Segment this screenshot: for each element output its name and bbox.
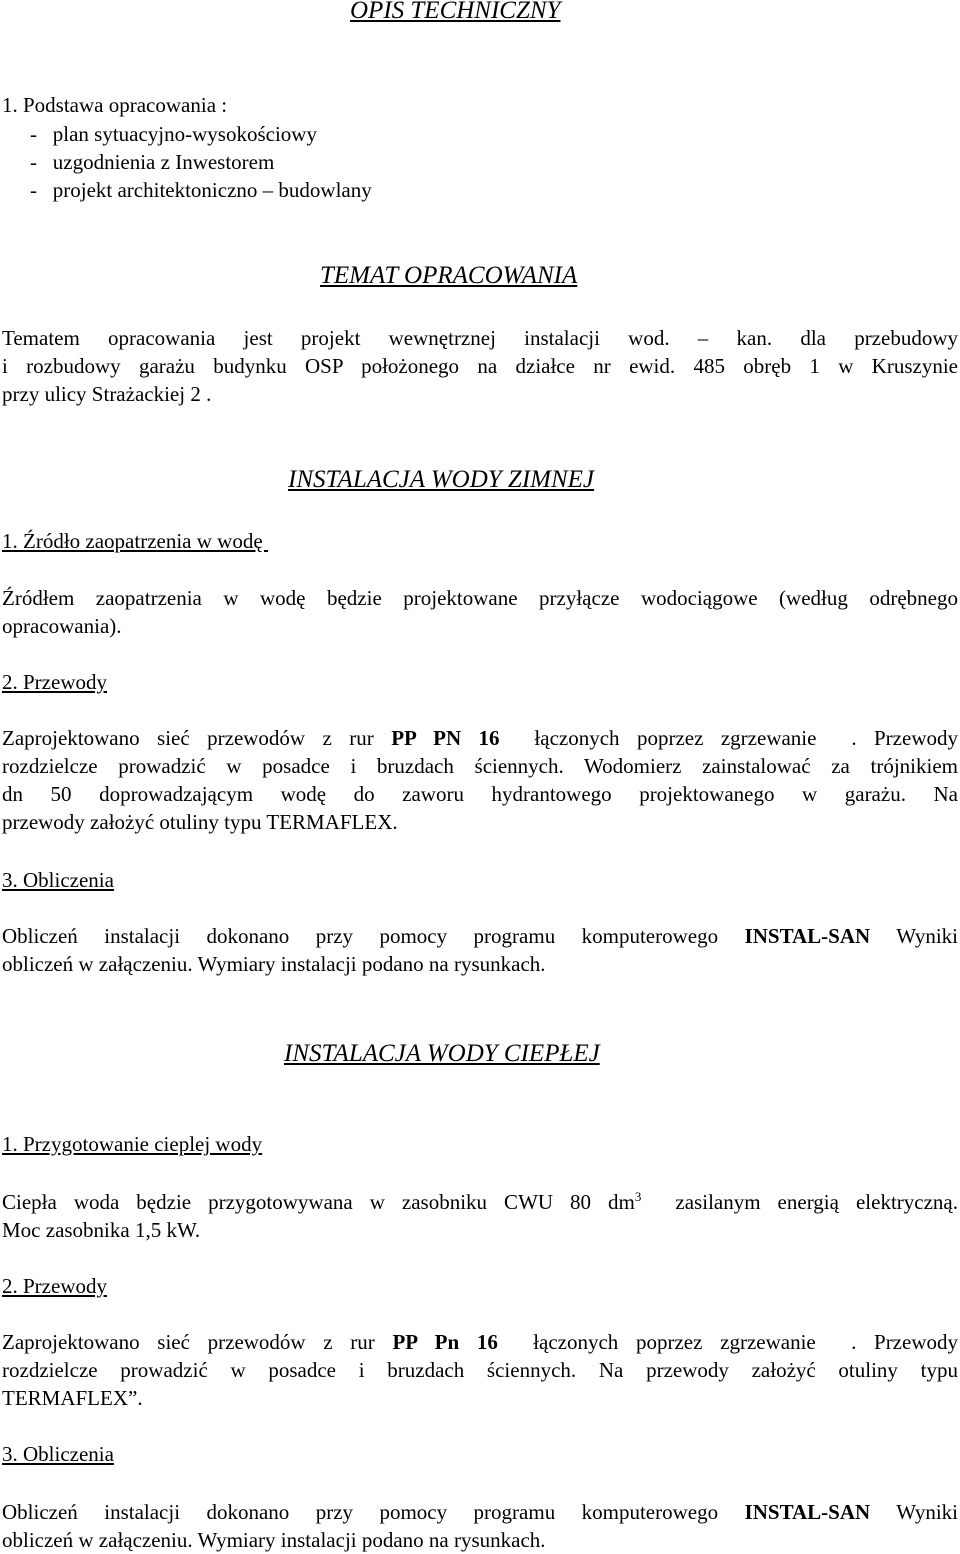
hot-calc-text: Wyniki [870,1500,958,1524]
cold-source-line: opracowania). [2,614,122,638]
basis-item: - uzgodnienia z Inwestorem [30,150,275,174]
document-title: OPIS TECHNICZNY [350,0,561,24]
hot-calc-text: Obliczeń instalacji dokonano przy pomocy programu komputerowego [2,1500,745,1524]
superscript: 3 [634,1189,642,1204]
hot-water-heading: INSTALACJA WODY CIEPŁEJ [284,1040,600,1067]
temat-heading: TEMAT OPRACOWANIA [320,262,578,289]
temat-line: Tematem opracowania jest projekt wewnętrznej instalacji wod. – kan. dla przebudowy [2,326,958,350]
hot-pipes-line: TERMAFLEX”. [2,1386,143,1410]
hot-pipes-line [2,1328,958,1356]
hot-pipes-title: 2. Przewody [2,1274,107,1298]
hot-prep-line: Moc zasobnika 1,5 kW. [2,1218,201,1242]
hot-pipes-line: rozdzielcze prowadzić w posadce i bruzdach ściennych. Na przewody założyć otuliny typu [2,1358,958,1382]
cold-pipes-text: Zaprojektowano sieć przewodów z rur [2,726,392,750]
hot-prep-title: 1. Przygotowanie cieplej wody [2,1132,263,1156]
cold-calc-line [2,922,958,950]
cold-source-line: Źródłem zaopatrzenia w wodę będzie projektowane przyłącze wodociągowe (według odrębnego [2,586,958,610]
cold-pipes-line: dn 50 doprowadzającym wodę do zaworu hydrantowego projektowanego w garażu. Na [2,782,958,806]
software-name: INSTAL-SAN [744,924,871,948]
cold-source-title: 1. Źródło zaopatrzenia w wodę [2,529,268,553]
cold-calc-line: obliczeń w załączeniu. Wymiary instalacji podano na rysunkach. [2,952,546,976]
hot-prep-line [2,1188,958,1216]
hot-pipe-spec: PP Pn 16 [392,1330,498,1354]
cold-calc-text: Obliczeń instalacji dokonano przy pomocy programu komputerowego [2,924,745,948]
hot-calc-line: obliczeń w załączeniu. Wymiary instalacji podano na rysunkach. [2,1528,546,1552]
hot-calc-line [2,1498,958,1526]
cold-pipes-text: łączonych poprzez zgrzewanie . Przewody [499,726,958,750]
cold-pipes-line [2,724,958,752]
temat-line: przy ulicy Strażackiej 2 . [2,382,212,406]
basis-item: - projekt architektoniczno – budowlany [30,178,372,202]
cold-pipes-line: przewody założyć otuliny typu TERMAFLEX. [2,810,398,834]
cold-pipes-title: 2. Przewody [2,670,107,694]
cold-pipe-spec: PP PN 16 [391,726,500,750]
basis-heading: 1. Podstawa opracowania : [2,93,228,117]
hot-prep-text: Ciepła woda będzie przygotowywana w zasobniku CWU 80 dm [2,1190,635,1214]
cold-pipes-line: rozdzielcze prowadzić w posadce i bruzdach ściennych. Wodomierz zainstalować za trójnikiem [2,754,958,778]
hot-pipes-text: łączonych poprzez zgrzewanie . Przewody [497,1330,958,1354]
hot-calc-title: 3. Obliczenia [2,1442,114,1466]
cold-calc-text: Wyniki [870,924,958,948]
basis-item: - plan sytuacyjno-wysokościowy [30,122,317,146]
hot-prep-text: zasilanym energią elektryczną. [641,1190,958,1214]
cold-calc-title: 3. Obliczenia [2,868,114,892]
temat-line: i rozbudowy garażu budynku OSP położonego na działce nr ewid. 485 obręb 1 w Kruszynie [2,354,958,378]
cold-water-heading: INSTALACJA WODY ZIMNEJ [288,466,595,493]
hot-pipes-text: Zaprojektowano sieć przewodów z rur [2,1330,393,1354]
software-name: INSTAL-SAN [744,1500,871,1524]
